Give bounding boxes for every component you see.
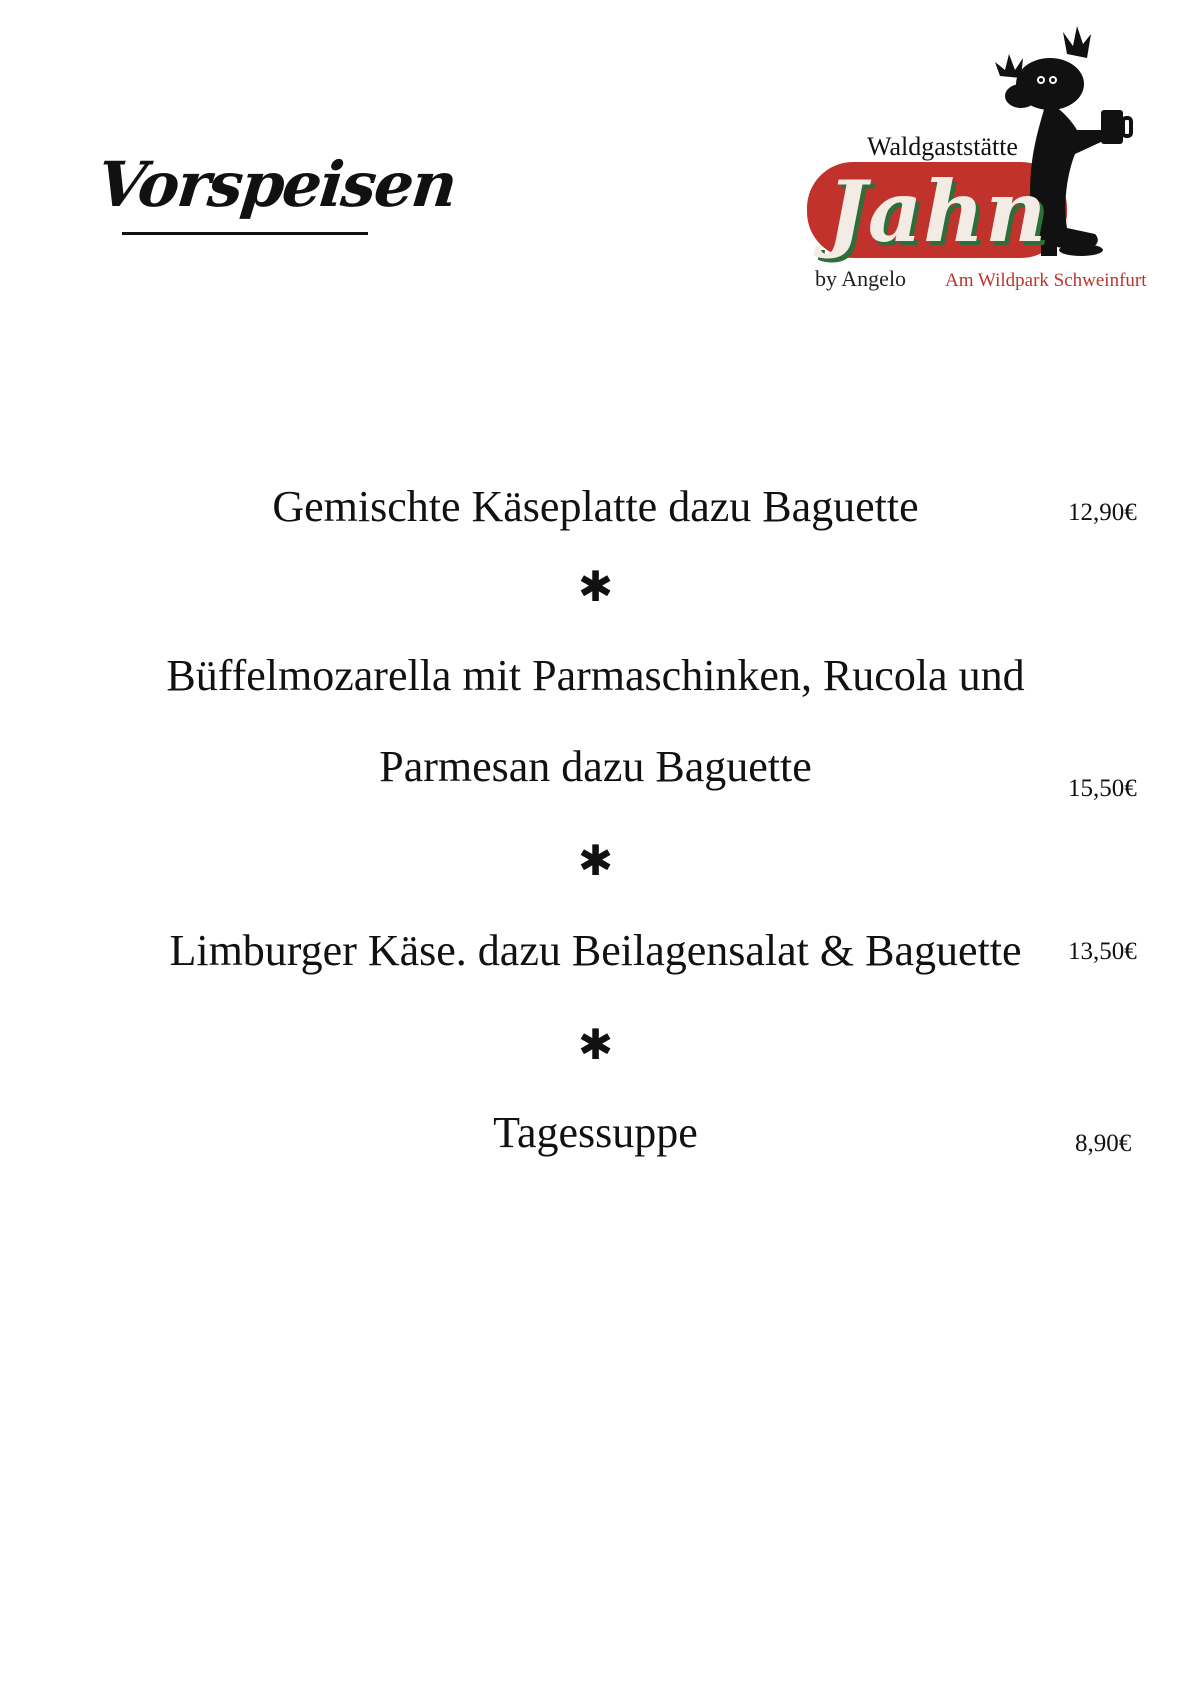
menu-item-price: 13,50€ [1068, 938, 1137, 965]
page-title: Vorspeisen [94, 148, 459, 221]
menu-item-name [0, 742, 1191, 791]
logo-top-text: Waldgaststätte [867, 132, 1018, 161]
menu-item-name [0, 651, 1191, 700]
restaurant-logo [805, 14, 1170, 304]
logo-main-text: Jahn [827, 162, 1048, 261]
menu-item-name [0, 926, 1191, 975]
menu-item-name [0, 482, 1191, 531]
menu-item-name-line: Tagessuppe [493, 1108, 698, 1157]
menu-item-name-line: Büffelmozarella mit Parmaschinken, Rucola und [166, 651, 1025, 700]
menu-item-price: 12,90€ [1068, 499, 1137, 526]
title-underline [122, 232, 368, 235]
separator-icon: ✱ [577, 1020, 614, 1069]
logo-place-text: Am Wildpark Schweinfurt [945, 270, 1147, 291]
logo-by-text: by Angelo [815, 266, 907, 291]
separator-icon: ✱ [577, 562, 614, 611]
separator-icon: ✱ [577, 836, 614, 885]
menu-item-price: 8,90€ [1075, 1130, 1132, 1157]
menu-item-name-line: Gemischte Käseplatte dazu Baguette [272, 482, 919, 531]
menu-item-name-line: Parmesan dazu Baguette [379, 742, 812, 791]
menu-item-price: 15,50€ [1068, 775, 1137, 802]
menu-item-name-line: Limburger Käse. dazu Beilagensalat & Baguette [169, 926, 1022, 975]
menu-item-name [0, 1108, 1191, 1157]
